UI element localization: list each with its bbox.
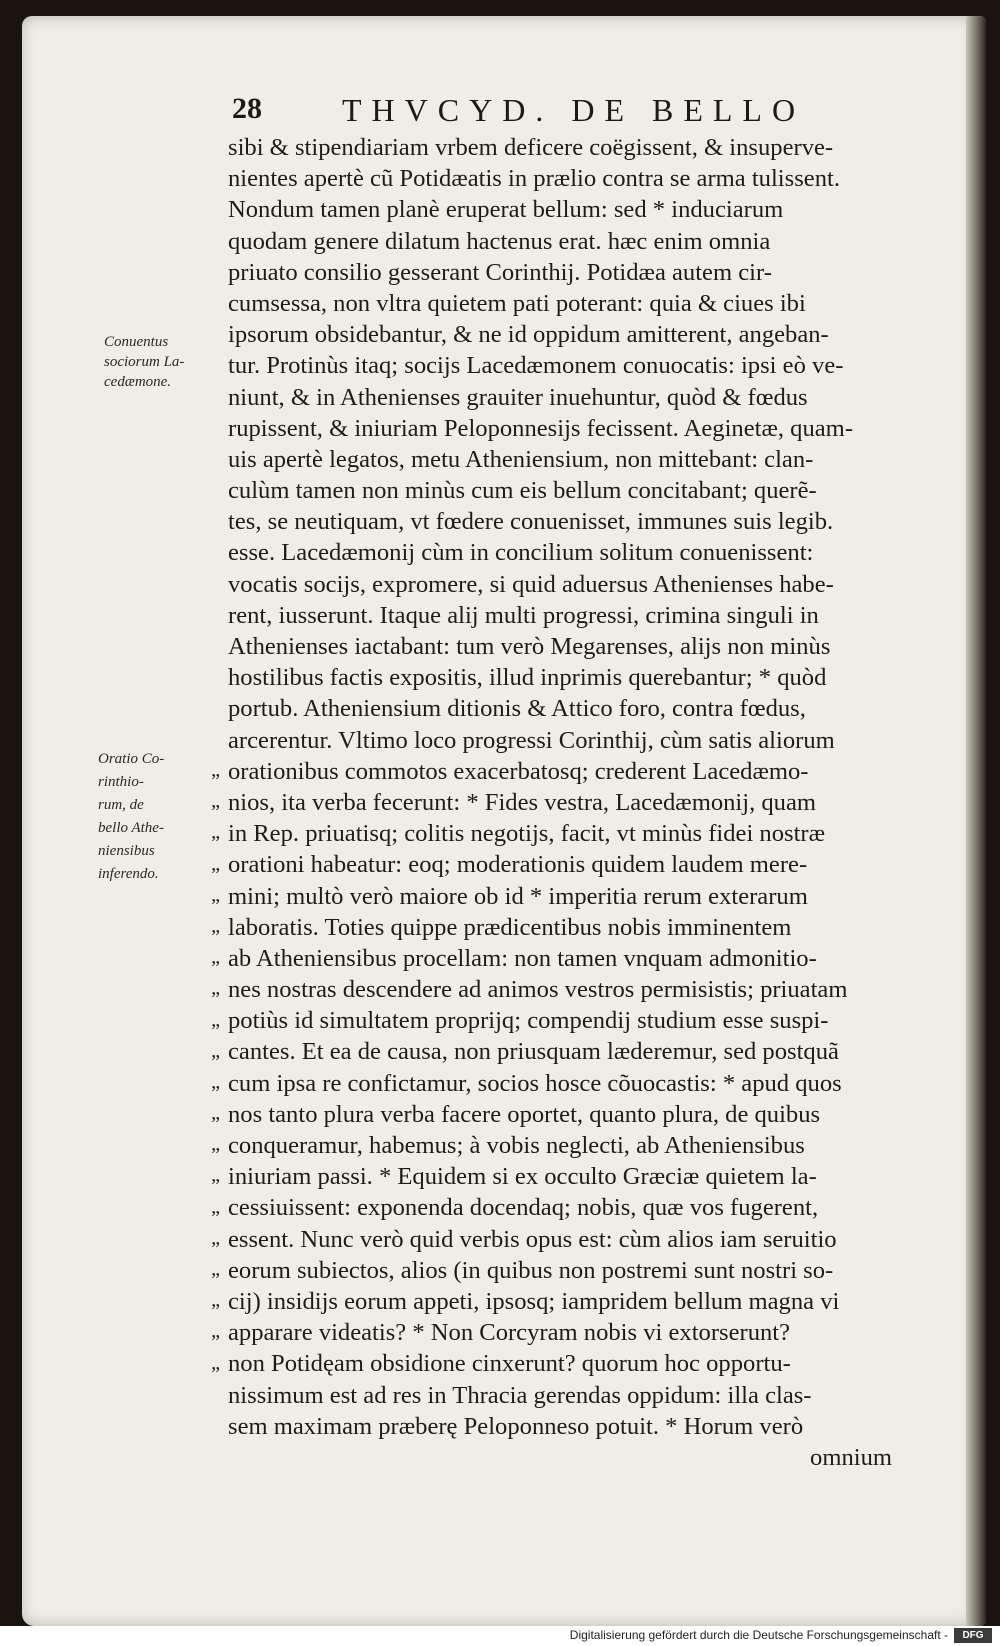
- quote-mark: „: [211, 759, 220, 781]
- text-line: non Potidęam obsidione cinxerunt? quorum hoc opportu-: [228, 1350, 791, 1378]
- quote-mark: „: [211, 821, 220, 844]
- quote-mark: „: [211, 1320, 220, 1343]
- text-line: priuato consilio gesserant Corinthij. Potidæa autem cir-: [228, 258, 772, 286]
- text-line: essent. Nunc verò quid verbis opus est: cùm alios iam seruitio: [228, 1225, 837, 1253]
- running-title: THVCYD. DE BELLO: [342, 92, 806, 128]
- quote-mark: „: [211, 1102, 220, 1125]
- text-line: cessiuissent: exponenda docendaq; nobis, quæ vos fugerent,: [228, 1194, 819, 1222]
- text-line: potiùs id simultatem proprijq; compendij studium esse suspi-: [228, 1007, 829, 1035]
- quote-mark: „: [211, 977, 220, 1000]
- quote-mark: „: [211, 883, 220, 906]
- text-line: uis apertè legatos, metu Atheniensium, non mittebant: clan-: [228, 445, 814, 473]
- text-line: tur. Protinùs itaq; socijs Lacedæmonem conuocatis: ipsi eò ve-: [228, 352, 844, 380]
- text-line: arcerentur. Vltimo loco progressi Corinthij, cùm satis aliorum: [228, 726, 835, 754]
- text-line: nes nostras descendere ad animos vestros permisistis; priuatam: [228, 976, 848, 1004]
- text-line: sem maximam præberę Peloponneso potuit. * Horum verò: [228, 1412, 804, 1440]
- text-line: niunt, & in Athenienses grauiter inuehuntur, quòd & fœdus: [228, 383, 808, 411]
- text-line: tes, se neutiquam, vt fœdere conuenisset, immunes suis legib.: [228, 508, 834, 536]
- quote-mark: „: [211, 1226, 220, 1249]
- text-line: cumsessa, non vltra quietem pati poterant: quia & ciues ibi: [228, 289, 806, 317]
- text-line: cantes. Et ea de causa, non priusquam læderemur, sed postquã: [228, 1038, 839, 1066]
- quote-mark: „: [211, 1351, 220, 1374]
- text-line: Athenienses iactabant: tum verò Megarenses, alijs non minùs: [228, 633, 831, 660]
- quotation-marks-column: [190, 755, 220, 1379]
- page-header: [232, 92, 852, 132]
- quote-mark: „: [211, 790, 220, 813]
- text-line: vocatis socijs, expromere, si quid aduersus Athenienses habe-: [228, 570, 834, 598]
- text-line: portub. Atheniensium ditionis & Attico foro, contra fœdus,: [228, 695, 806, 723]
- quote-mark: „: [211, 1195, 220, 1218]
- folio-number: 28: [232, 92, 262, 125]
- text-line: cij) insidijs eorum appeti, ipsosq; iampridem bellum magna vi: [228, 1287, 840, 1315]
- book-spine-edge: [966, 16, 986, 1626]
- text-line: ab Atheniensibus procellam: non tamen vnquam admonitio-: [228, 944, 817, 972]
- quote-mark: „: [211, 1289, 220, 1312]
- quote-mark: „: [211, 1008, 220, 1031]
- text-line: sibi & stipendiariam vrbem deficere coëgissent, & insuperve-: [228, 134, 834, 161]
- text-line: orationi habeatur: eoq; moderationis quidem laudem mere-: [228, 851, 808, 879]
- text-line: apparare videatis? * Non Corcyram nobis vi extorserunt?: [228, 1319, 791, 1347]
- text-line: nissimum est ad res in Thracia gerendas oppidum: illa clas-: [228, 1381, 812, 1409]
- text-line: esse. Lacedæmonij cùm in concilium solitum conuenissent:: [228, 539, 814, 567]
- text-line: Nondum tamen planè eruperat bellum: sed * induciarum: [228, 196, 784, 224]
- text-line: ipsorum obsidebantur, & ne id oppidum amitterent, angeban-: [228, 321, 829, 349]
- text-line: cum ipsa re confictamur, socios hosce cõuocastis: * apud quos: [228, 1069, 842, 1097]
- footer-bar: [0, 1626, 1000, 1646]
- text-line: culùm tamen non minùs cum eis bellum concitabant; querẽ-: [228, 477, 817, 505]
- quote-mark: „: [211, 1039, 220, 1062]
- text-line: orationibus commotos exacerbatosq; crederent Lacedæmo-: [228, 757, 809, 785]
- text-line: iniuriam passi. * Equidem si ex occulto Græciæ quietem la-: [228, 1163, 817, 1191]
- catchword: omnium: [810, 1443, 892, 1471]
- text-line: conqueramur, habemus; à vobis neglecti, ab Atheniensibus: [228, 1132, 805, 1159]
- text-line: rupissent, & iniuriam Peloponnesijs fecissent. Aeginetæ, quam-: [228, 414, 854, 442]
- text-line: nios, ita verba fecerunt: * Fides vestra, Lacedæmonij, quam: [228, 788, 817, 816]
- text-line: rent, iusserunt. Itaque alij multi progressi, crimina singuli in: [228, 601, 819, 629]
- text-line: laboratis. Toties quippe prædicentibus nobis imminentem: [228, 913, 792, 941]
- quote-mark: „: [211, 1258, 220, 1280]
- marginal-note-conuentus: Conuentus sociorum La- cedæmone.: [104, 334, 185, 390]
- marginal-note-oratio: Oratio Co- rinthio- rum, de bello Athe- niensibus inferendo.: [98, 751, 165, 882]
- quote-mark: „: [211, 1070, 220, 1093]
- quote-mark: „: [211, 1133, 220, 1156]
- text-line: eorum subiectos, alios (in quibus non postremi sunt nostri so-: [228, 1256, 834, 1284]
- quote-mark: „: [211, 946, 220, 969]
- quote-mark: „: [211, 1164, 220, 1187]
- funding-credit: Digitalisierung gefördert durch die Deutsche Forschungsgemeinschaft -: [569, 1628, 948, 1642]
- text-line: quodam genere dilatum hactenus erat. hæc enim omnia: [228, 227, 771, 255]
- dfg-logo: DFG: [954, 1628, 992, 1643]
- text-line: hostilibus factis expositis, illud inprimis querebantur; * quòd: [228, 664, 827, 692]
- text-line: nos tanto plura verba facere oportet, quanto plura, de quibus: [228, 1100, 821, 1128]
- quote-mark: „: [211, 852, 220, 875]
- quote-mark: „: [211, 914, 220, 937]
- text-line: mini; multò verò maiore ob id * imperitia rerum exterarum: [228, 882, 808, 910]
- body-text: [228, 132, 892, 1473]
- text-line: nientes apertè cũ Potidæatis in prælio contra se arma tulissent.: [228, 165, 840, 193]
- text-line: in Rep. priuatisq; colitis negotijs, facit, vt minùs fidei nostræ: [228, 820, 826, 848]
